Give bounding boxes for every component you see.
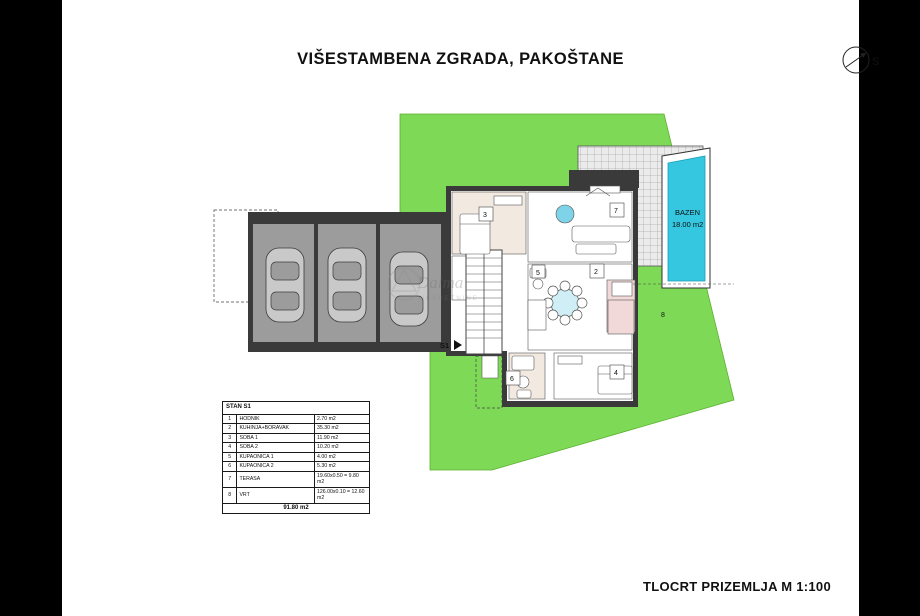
- row-area: 35.30 m2: [315, 424, 370, 434]
- room-schedule-table: [222, 401, 370, 514]
- table-row: [223, 487, 370, 503]
- svg-text:Dalma: Dalma: [417, 273, 464, 292]
- row-number: 1: [223, 414, 237, 424]
- furniture-dining: [543, 281, 587, 325]
- swimming-pool: [662, 148, 710, 288]
- drawing-footer-title: TLOCRT PRIZEMLJA M 1:100: [642, 579, 831, 594]
- row-number: 5: [223, 452, 237, 462]
- row-area: 19.60x0.50 = 9.80 m2: [315, 471, 370, 487]
- svg-text:8: 8: [661, 312, 665, 319]
- row-area: 126.00x0.10 = 12.60 m2: [315, 487, 370, 503]
- staircase: [466, 250, 502, 354]
- row-name: KUHINJA+BORAVAK: [237, 424, 315, 434]
- svg-text:6: 6: [510, 376, 514, 383]
- pool-label: BAZEN: [675, 208, 701, 217]
- table-header-row: [223, 402, 370, 415]
- svg-text:5: 5: [536, 270, 540, 277]
- svg-text:3: 3: [483, 212, 487, 219]
- table-row: [223, 424, 370, 434]
- row-number: 8: [223, 487, 237, 503]
- row-name: SOBA 1: [237, 433, 315, 443]
- svg-text:NEKRETNINE: NEKRETNINE: [420, 296, 479, 302]
- row-number: 2: [223, 424, 237, 434]
- row-name: SOBA 2: [237, 443, 315, 453]
- row-name: VRT: [237, 487, 315, 503]
- total-area: 91.80 m2: [223, 503, 370, 514]
- svg-text:S1: S1: [440, 341, 450, 350]
- row-name: KUPAONICA 1: [237, 452, 315, 462]
- page-title: VIŠESTAMBENA ZGRADA, PAKOŠTANE: [297, 50, 624, 68]
- floor-plan-drawing: [62, 0, 859, 616]
- row-area: 2.70 m2: [315, 414, 370, 424]
- row-name: HODNIK: [237, 414, 315, 424]
- svg-text:2: 2: [594, 269, 598, 276]
- table-row: [223, 462, 370, 472]
- pool-area: 18.00 m2: [672, 220, 704, 229]
- row-number: 3: [223, 433, 237, 443]
- row-area: 5.30 m2: [315, 462, 370, 472]
- drawing-sheet: [62, 0, 880, 616]
- row-area: 11.90 m2: [315, 433, 370, 443]
- table-row: [223, 471, 370, 487]
- table-row: [223, 433, 370, 443]
- table-total-row: [223, 503, 370, 514]
- table-row: [223, 452, 370, 462]
- table-title: STAN S1: [223, 402, 370, 415]
- table-row: [223, 414, 370, 424]
- row-name: KUPAONICA 2: [237, 462, 315, 472]
- svg-text:7: 7: [614, 208, 618, 215]
- svg-text:S: S: [872, 56, 880, 68]
- row-area: 4.00 m2: [315, 452, 370, 462]
- table-row: [223, 443, 370, 453]
- svg-text:4: 4: [614, 370, 618, 377]
- garage-block: [214, 210, 446, 352]
- row-area: 10.20 m2: [315, 443, 370, 453]
- row-number: 4: [223, 443, 237, 453]
- row-number: 6: [223, 462, 237, 472]
- row-number: 7: [223, 471, 237, 487]
- row-name: TERASA: [237, 471, 315, 487]
